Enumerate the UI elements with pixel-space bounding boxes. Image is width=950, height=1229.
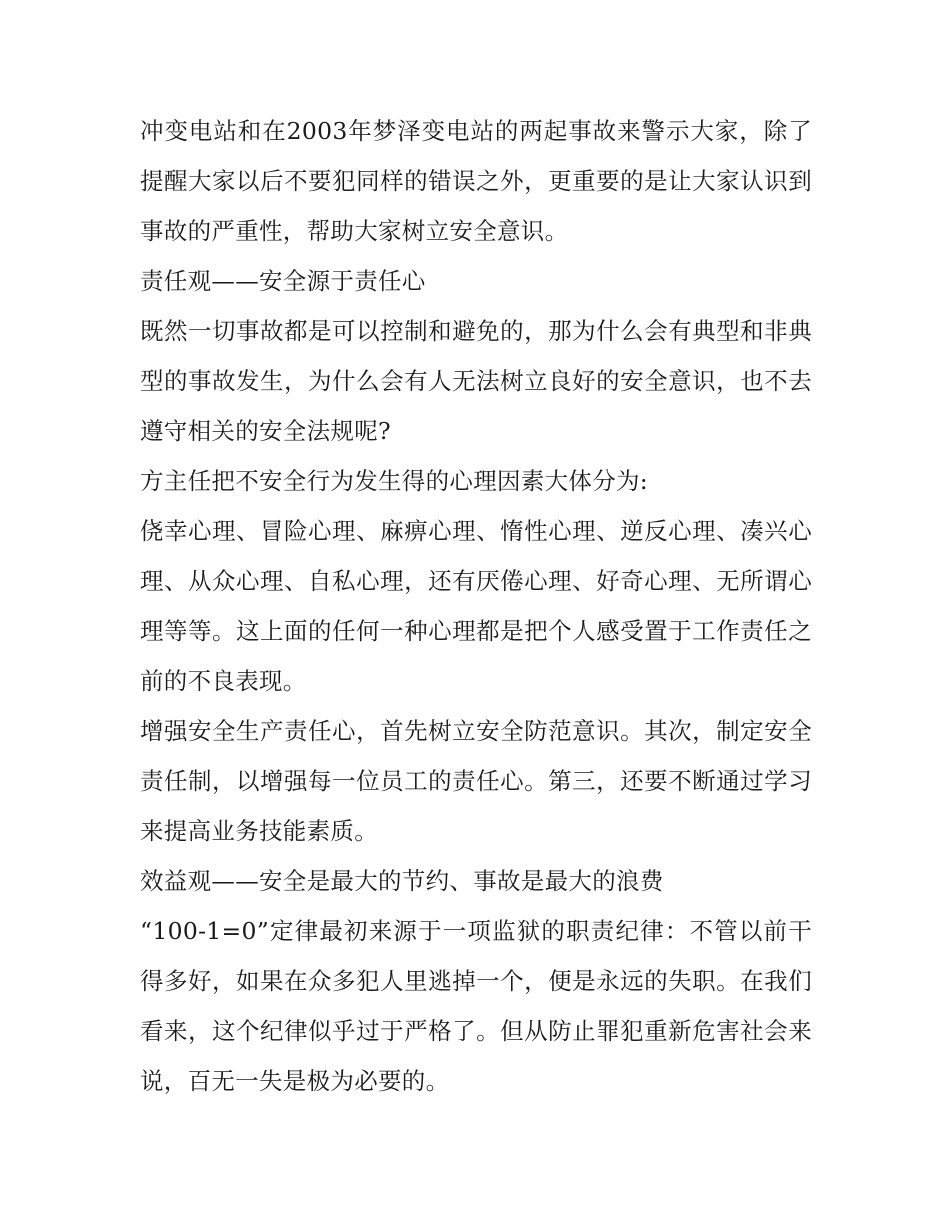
paragraph-100-1-0-law: “100-1=0”定律最初来源于一项监狱的职责纪律：不管以前干得多好，如果在众多犯人里逃掉一个，便是永远的失职。在我们看来，这个纪律似乎过于严格了。但从防止罪犯重新危害社会来说，百无一失是极为必要的。	[140, 917, 812, 1095]
paragraph-psychology-list: 侥幸心理、冒险心理、麻痹心理、惰性心理、逆反心理、凑兴心理、从众心理、自私心理，还有厌倦心理、好奇心理、无所谓心理等等。这上面的任何一种心理都是把个人感受置于工作责任之前的不良表现。	[140, 517, 812, 695]
section-heading-responsibility: 责任观——安全源于责任心	[140, 267, 426, 295]
section-heading-efficiency: 效益观——安全是最大的节约、事故是最大的浪费	[140, 867, 664, 895]
paragraph-accident-warning: 冲变电站和在2003年梦泽变电站的两起事故来警示大家，除了提醒大家以后不要犯同样的错误之外，更重要的是让大家认识到事故的严重性，帮助大家树立安全意识。	[140, 117, 812, 245]
document-body	[140, 106, 812, 1106]
paragraph-strengthen-responsibility: 增强安全生产责任心，首先树立安全防范意识。其次，制定安全责任制，以增强每一位员工的责任心。第三，还要不断通过学习来提高业务技能素质。	[140, 717, 812, 845]
paragraph-psychological-factors-intro: 方主任把不安全行为发生得的心理因素大体分为:	[140, 467, 649, 495]
paragraph-why-accidents: 既然一切事故都是可以控制和避免的，那为什么会有典型和非典型的事故发生，为什么会有人无法树立良好的安全意识，也不去遵守相关的安全法规呢?	[140, 317, 812, 445]
